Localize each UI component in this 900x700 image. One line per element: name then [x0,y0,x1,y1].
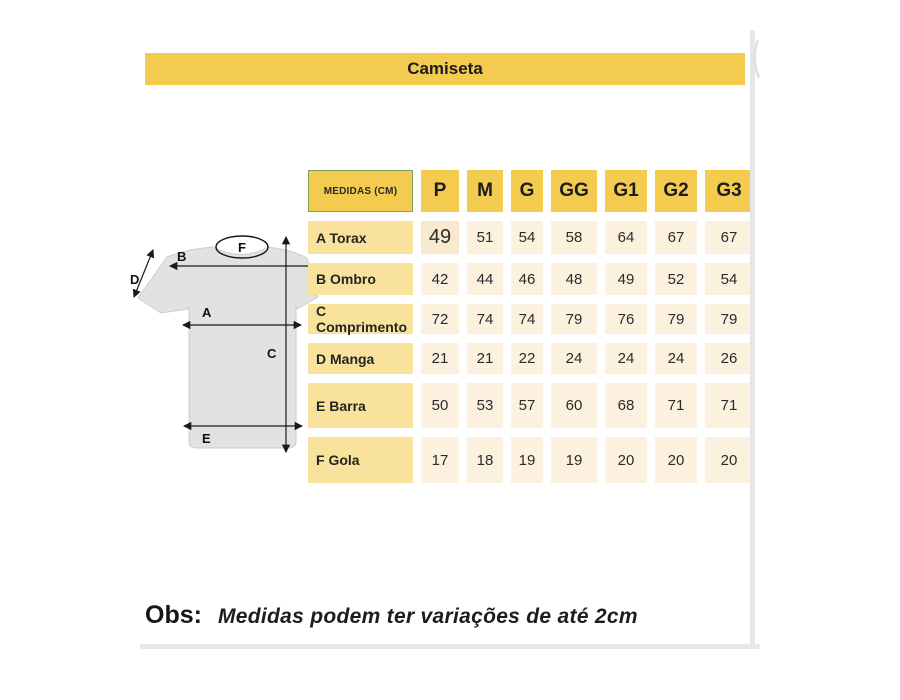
value-cell: 46 [511,263,543,295]
row-label-b-ombro: B Ombro [308,263,413,295]
size-table [308,170,753,483]
value-cell: 71 [705,383,753,428]
value-cell: 19 [511,437,543,483]
value-cell: 24 [551,343,597,374]
table-header-medidas: MEDIDAS (CM) [308,170,413,212]
diagram-label-a: A [202,305,212,320]
value-cell: 72 [421,304,459,334]
value-cell: 49 [421,221,459,254]
value-cell: 52 [655,263,697,295]
page-edge-right [750,30,755,646]
title-bar [145,53,745,85]
page-title: Camiseta [407,59,483,78]
diagram-label-f: F [238,240,246,255]
value-cell: 76 [605,304,647,334]
value-cell: 68 [605,383,647,428]
column-header-p: P [421,170,459,212]
page-edge-bottom [140,644,760,649]
value-cell: 20 [605,437,647,483]
row-label-c-comprimento: C Comprimento [308,304,413,334]
tshirt-shape [138,247,318,448]
diagram-label-e: E [202,431,211,446]
note [145,601,638,630]
value-cell: 74 [467,304,503,334]
value-cell: 54 [705,263,753,295]
column-header-gg: GG [551,170,597,212]
value-cell: 22 [511,343,543,374]
value-cell: 49 [605,263,647,295]
row-label-e-barra: E Barra [308,383,413,428]
column-header-g2: G2 [655,170,697,212]
value-cell: 42 [421,263,459,295]
value-cell: 53 [467,383,503,428]
value-cell: 67 [705,221,753,254]
diagram-label-d: D [130,272,140,287]
value-cell: 51 [467,221,503,254]
tshirt-diagram [120,225,335,465]
value-cell: 58 [551,221,597,254]
value-cell: 24 [655,343,697,374]
value-cell: 44 [467,263,503,295]
diagram-label-b: B [177,249,187,264]
row-label-a-torax: A Torax [308,221,413,254]
page-curl-mark [748,38,764,82]
diagram-label-c: C [267,346,277,361]
column-header-g3: G3 [705,170,753,212]
value-cell: 74 [511,304,543,334]
value-cell: 79 [705,304,753,334]
value-cell: 21 [467,343,503,374]
value-cell: 57 [511,383,543,428]
column-header-g: G [511,170,543,212]
value-cell: 79 [655,304,697,334]
value-cell: 24 [605,343,647,374]
value-cell: 20 [705,437,753,483]
value-cell: 79 [551,304,597,334]
value-cell: 20 [655,437,697,483]
value-cell: 19 [551,437,597,483]
value-cell: 18 [467,437,503,483]
value-cell: 54 [511,221,543,254]
note-label: Obs: [145,601,202,629]
value-cell: 26 [705,343,753,374]
row-label-f-gola: F Gola [308,437,413,483]
note-text: Medidas podem ter variações de até 2cm [217,605,638,628]
column-header-g1: G1 [605,170,647,212]
value-cell: 48 [551,263,597,295]
value-cell: 60 [551,383,597,428]
value-cell: 50 [421,383,459,428]
value-cell: 64 [605,221,647,254]
value-cell: 71 [655,383,697,428]
value-cell: 21 [421,343,459,374]
row-label-d-manga: D Manga [308,343,413,374]
value-cell: 17 [421,437,459,483]
value-cell: 67 [655,221,697,254]
column-header-m: M [467,170,503,212]
